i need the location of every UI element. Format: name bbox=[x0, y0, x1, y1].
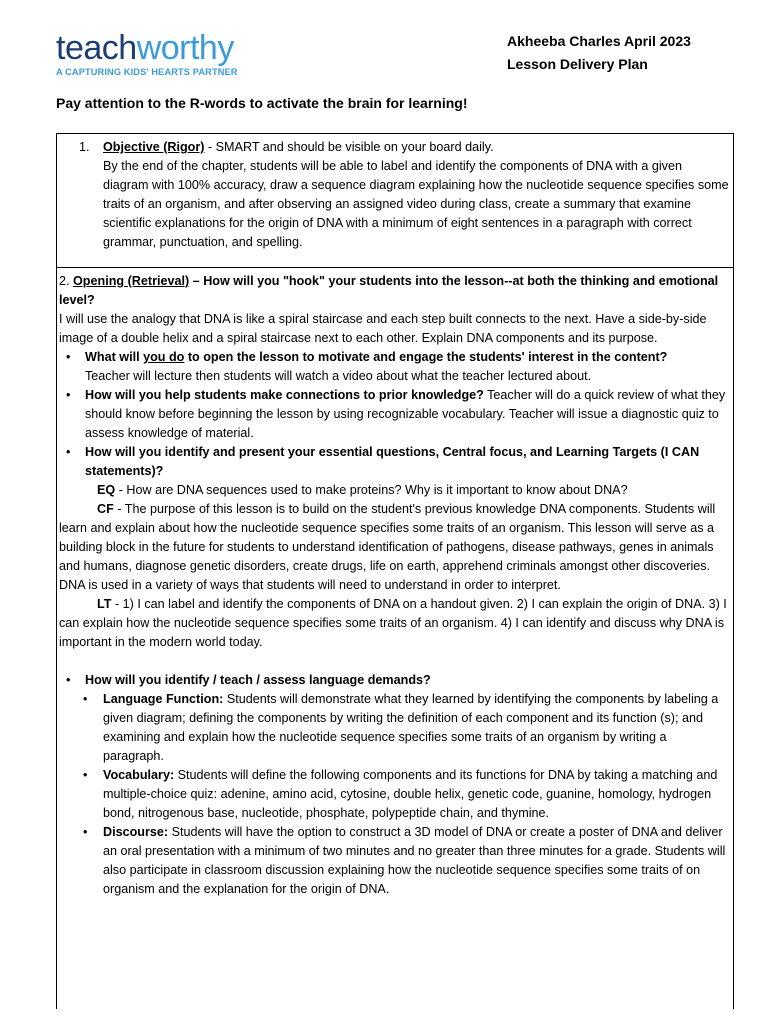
question-hook: What will you do to open the lesson to motivate and engage the students' interest in the content? bbox=[85, 350, 668, 364]
opening-question: – How will you "hook" your students into the lesson--at both the thinking and emotional level? bbox=[59, 274, 719, 307]
essential-question: EQ - How are DNA sequences used to make proteins? Why is it important to know about DNA? bbox=[97, 483, 628, 497]
objective-number: 1. bbox=[79, 140, 90, 154]
answer-hook: Teacher will lecture then students will watch a video about what the teacher lectured about. bbox=[85, 369, 592, 383]
bullet-icon: • bbox=[83, 768, 88, 782]
opening-heading: 2. Opening (Retrieval) – How will you "hook" your students into the lesson--at both the thinking and emotional level? bbox=[59, 274, 719, 307]
list-item-hook bbox=[59, 348, 730, 386]
sub-item-discourse: • Discourse: Students will have the option to construct a 3D model of DNA or create a poster of DNA and deliver an oral presentation with a minimum of two minutes and no greater than three minutes for a grade. Students will also participate in classroom discussion explaining how the nucleotide sequence specifies some traits of on organism and the explanation for the origin of DNA. bbox=[83, 825, 726, 896]
bullet-icon: • bbox=[66, 673, 71, 687]
answer-prior-knowledge: Teacher will do a quick review of what they should know before beginning the lesson by using recognizable vocabulary. Teacher will issue a diagnostic quiz to assess knowledge of material. bbox=[85, 388, 726, 440]
opening-intro: I will use the analogy that DNA is like a spiral staircase and each step built connects to the next. Have a side-by-side image of a double helix and a spiral staircase next to each other. Explain DNA components and its purpose. bbox=[59, 312, 707, 345]
language-function-label: Language Function: bbox=[103, 692, 224, 706]
page-title: Pay attention to the R-words to activate the brain for learning! bbox=[56, 95, 468, 111]
list-item-prior-knowledge bbox=[59, 386, 730, 443]
question-language-demands: How will you identify / teach / assess language demands? bbox=[85, 673, 431, 687]
objective-section bbox=[56, 133, 734, 268]
teachworthy-logo bbox=[56, 30, 256, 77]
bullet-icon: • bbox=[83, 825, 88, 839]
opening-section bbox=[56, 267, 734, 1009]
objective-heading bbox=[103, 138, 729, 157]
eq-label: EQ bbox=[97, 483, 116, 497]
question-essential: How will you identify and present your essential questions, Central focus, and Learning Targets (I CAN statements)? bbox=[85, 445, 700, 478]
bullet-icon: • bbox=[66, 445, 71, 459]
document-header bbox=[507, 30, 691, 76]
sub-item-vocabulary: • Vocabulary: Students will define the following components and its functions for DNA by taking a matching and multiple-choice quiz: adenine, amino acid, cytosine, double helix, genetic code, guanine, homology, hydrogen bond, nitrogenous base, nucleotide, phosphate, polypeptide chain, and thymine. bbox=[83, 768, 718, 820]
sub-item-language-function: • Language Function: Students will demonstrate what they learned by identifying the components by labeling a given diagram; defining the components by writing the definition of each component and its function (s); and examining and explain how the nucleotide sequence specifies some traits of an organism by writing a paragraph. bbox=[83, 692, 719, 763]
lt-label: LT bbox=[97, 597, 112, 611]
list-item-language-demands bbox=[59, 671, 730, 690]
vocabulary-label: Vocabulary: bbox=[103, 768, 175, 782]
question-prior-knowledge: How will you help students make connections to prior knowledge? bbox=[85, 388, 484, 402]
objective-label: Objective (Rigor) bbox=[103, 140, 205, 154]
list-item-essential-questions bbox=[59, 443, 730, 481]
bullet-icon: • bbox=[66, 388, 71, 402]
discourse-label: Discourse: bbox=[103, 825, 169, 839]
learning-targets: LT - 1) I can label and identify the components of DNA on a handout given. 2) I can explain the origin of DNA. 3) I can explain how the nucleotide sequence specifies some traits of an organism. 4) I can identify and discuss why DNA is important in the modern world today. bbox=[59, 597, 727, 649]
logo-wordmark: teachworthy bbox=[56, 29, 234, 67]
document-type: Lesson Delivery Plan bbox=[507, 56, 648, 72]
objective-body: By the end of the chapter, students will be able to label and identify the components of DNA with a given diagram with 100% accuracy, draw a sequence diagram explaining how the nucleotide sequence specifies some traits of an organism, and after observing an assigned video during class, create a summary that examine scientific explanations for the origin of DNA with a minimum of eight sentences in a paragraph with correct grammar, punctuation, and spelling. bbox=[103, 159, 729, 249]
bullet-icon: • bbox=[66, 350, 71, 364]
central-focus: CF - The purpose of this lesson is to build on the student's previous knowledge DNA components. Students will learn and explain about how the nucleotide sequence specifies some traits of an organism. This lesson will serve as a building block in the future for students to understand identification of pathogens, disease pathways, genes in animals and humans, diagnose genetic disorders, create drugs, life on earth, apprehend criminals amongst other discoveries. DNA is used in a variety of ways that students will need to understand in order to interpret. bbox=[59, 502, 716, 592]
logo-tagline: A CAPTURING KIDS' HEARTS PARTNER bbox=[56, 67, 238, 77]
bullet-icon: • bbox=[83, 692, 88, 706]
opening-label: Opening (Retrieval) bbox=[73, 274, 190, 288]
author-date: Akheeba Charles April 2023 bbox=[507, 33, 691, 49]
objective-lead: - SMART and should be visible on your board daily. bbox=[204, 140, 494, 154]
cf-label: CF bbox=[97, 502, 114, 516]
